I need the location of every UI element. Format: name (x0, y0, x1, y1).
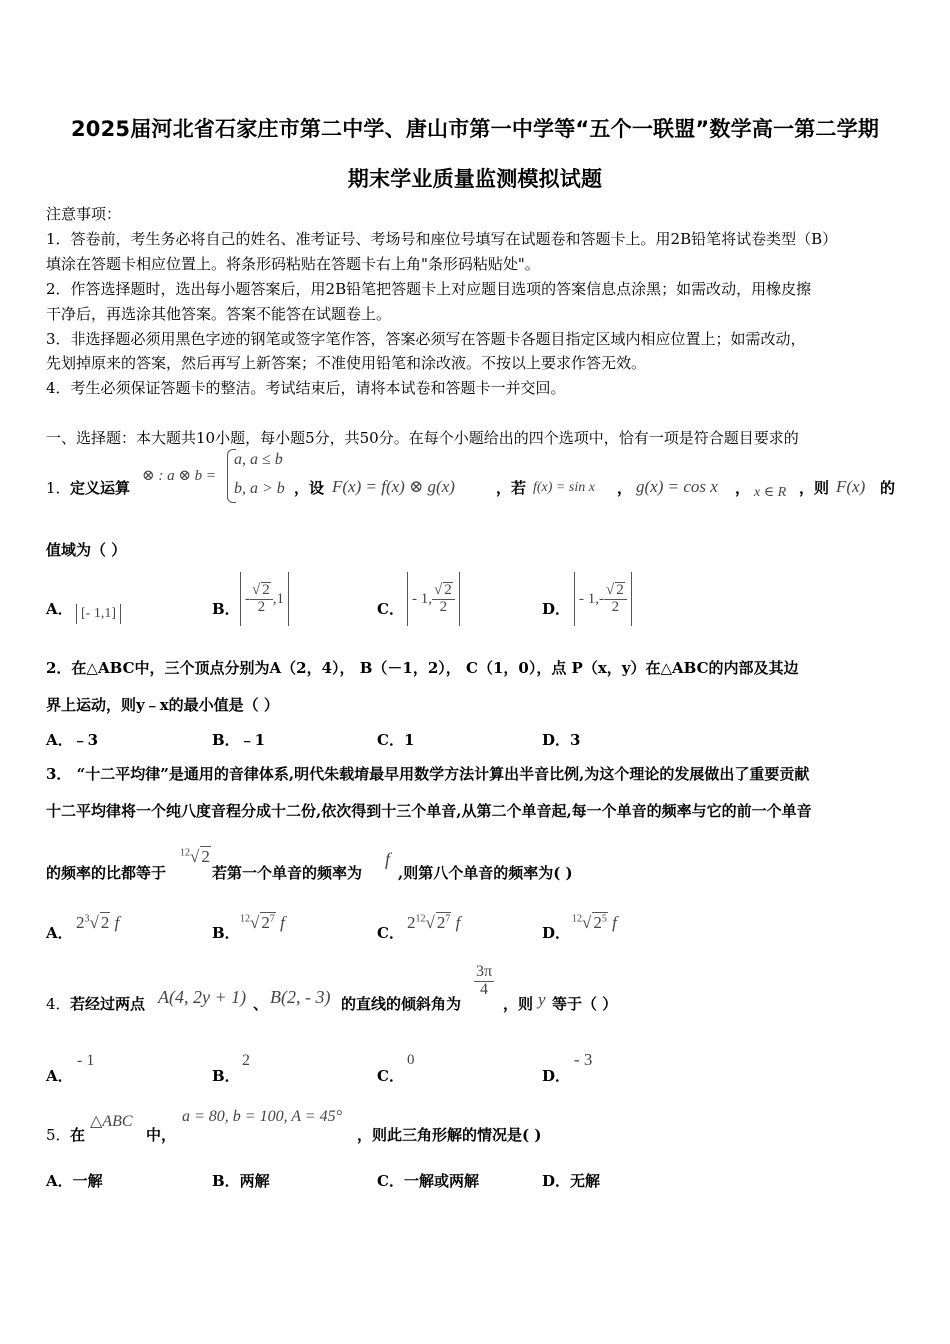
point-a: A(4, 2y + 1) (158, 987, 247, 1007)
option-c[interactable]: $2^{12}√$ $2^7$ f (407, 913, 461, 932)
frequency-symbol: f (114, 913, 120, 932)
option-a-label[interactable]: A． (46, 600, 73, 618)
radicand: 2 (616, 582, 624, 599)
option-b[interactable] (240, 572, 289, 626)
case-one: a, a ≤ b (234, 451, 283, 468)
question-text: 等于（ ） (552, 995, 618, 1013)
question-text: 若第一个单音的频率为 (212, 864, 363, 882)
angle-fraction (474, 964, 494, 999)
interval-start: - 1,- (579, 590, 604, 607)
option-d[interactable]: D．无解 (542, 1172, 601, 1190)
option-c[interactable] (407, 572, 460, 626)
punctuation: 、 (253, 995, 269, 1013)
option-d[interactable] (574, 572, 632, 626)
option-d[interactable]: - 3 (574, 1050, 593, 1069)
option-d-label[interactable]: D． (542, 600, 571, 618)
option-c-label[interactable]: C． (377, 1067, 404, 1085)
question-text: 定义运算 (70, 479, 131, 497)
option-b[interactable]: 2 (242, 1052, 250, 1069)
radicand: 2 (201, 847, 210, 866)
question-text: 在 (70, 1126, 86, 1144)
option-a[interactable]: $2^3√$ 2 f (76, 913, 120, 932)
option-d-label[interactable]: D． (542, 1067, 571, 1085)
option-a[interactable]: A．一解 (46, 1172, 103, 1190)
question-text: 3． “十二平均律”是通用的音律体系,明代朱载堉最早用数学方法计算出半音比例,为这个理论的发展做出了重要贡献 (46, 765, 810, 783)
point-b: B(2, - 3) (270, 987, 331, 1007)
option-b-label[interactable]: B． (212, 1067, 240, 1085)
section-heading: 一、选择题：本大题共10小题，每小题5分，共50分。在每个小题给出的四个选项中，恰有一项是符合题目要求的 (46, 429, 799, 447)
interval-bracket (76, 604, 121, 624)
variable-y: y (538, 990, 546, 1009)
radicand: 2 (262, 582, 270, 599)
ratio-root: $^{12}$√ 2 (180, 847, 210, 866)
radicand: 2 (436, 913, 446, 932)
denominator: 4 (480, 980, 489, 998)
notice-line: 4．考生必须保证答题卡的整洁。考试结束后，请将本试卷和答题卡一并交回。 (46, 379, 566, 397)
frequency-symbol: f (280, 913, 285, 932)
root-index: 12 (240, 913, 250, 925)
radicand: 2 (593, 913, 602, 932)
option-a-label[interactable]: A． (46, 924, 73, 942)
option-c[interactable]: C．1 (377, 731, 415, 749)
option-a[interactable]: A．﹣3 (46, 731, 99, 749)
option-b[interactable]: B．﹣1 (212, 731, 266, 749)
interval-end: ,1 (272, 590, 284, 607)
function-f-formula: f(x) = sin x (533, 480, 595, 495)
interval-value: [- 1,1] (81, 606, 116, 621)
frequency-symbol: f (455, 913, 461, 932)
option-a-label[interactable]: A． (46, 1067, 73, 1085)
frequency-symbol: f (385, 849, 391, 869)
question-text: ,则第八个单音的频率为( ) (398, 864, 573, 882)
root-index: 12 (415, 913, 426, 925)
operation-formula: ⊗ : a ⊗ b = (142, 468, 217, 484)
option-c-label[interactable]: C． (377, 924, 404, 942)
function-g-formula: g(x) = cos x (636, 477, 718, 496)
frequency-symbol: f (612, 913, 617, 932)
question-text: ，则此三角形解的情况是( ) (357, 1126, 542, 1144)
question-text: ，设 (294, 479, 325, 497)
question-number: 4． (46, 995, 71, 1013)
notice-line: 3．非选择题必须用黑色字迹的钢笔或签字笔作答，答案必须写在答题卡各题目指定区域内相应位置上；如需改动， (46, 330, 806, 348)
radicand: 2 (100, 913, 110, 932)
option-b-label[interactable]: B． (212, 924, 240, 942)
question-text: 值域为（ ） (46, 541, 127, 559)
domain-formula: x ∈ R (754, 485, 787, 500)
interval-bracket: - 1, $\frac{√ 2}{2}$ (407, 572, 460, 626)
option-d-label[interactable]: D． (542, 924, 571, 942)
interval-start: - 1, (412, 590, 432, 607)
option-b[interactable]: B．两解 (212, 1172, 270, 1190)
question-number: 1． (46, 479, 71, 497)
notice-line: 干净后，再选涂其他答案。答案不能答在试题卷上。 (46, 305, 392, 323)
punctuation: ， (617, 479, 633, 497)
exponent: 7 (269, 913, 275, 925)
notice-line: 先划掉原来的答案，然后再写上新答案；不准使用铅笔和涂改液。不按以上要求作答无效。 (46, 354, 647, 372)
root-index: 3 (84, 913, 90, 925)
question-text: ，则 (503, 995, 534, 1013)
function-F-formula: F(x) = f(x) ⊗ g(x) (332, 477, 455, 496)
question-text: ，则 (799, 479, 830, 497)
condition-formula: a = 80, b = 100, A = 45° (182, 1108, 342, 1125)
exponent: 7 (445, 913, 451, 925)
interval-bracket: - 1,- $\frac{√ 2}{2}$ (574, 572, 632, 626)
notice-heading: 注意事项： (46, 205, 122, 223)
page-subtitle: 期末学业质量监测模拟试题 (347, 167, 603, 191)
function-F-formula: F(x) (836, 477, 866, 496)
question-text: 2．在△ABC中，三个顶点分别为A（2，4）， B（－1，2）， C（1，0），点 P（x，y）在△ABC的内部及其边 (46, 659, 799, 677)
option-c[interactable]: C．一解或两解 (377, 1172, 479, 1190)
question-text: 的直线的倾斜角为 (341, 995, 462, 1013)
notice-line: 2．作答选择题时，选出每小题答案后，用2B铅笔把答题卡上对应题目选项的答案信息点涂黑；如需改动，用橡皮擦 (46, 280, 812, 298)
option-d[interactable]: $^{12}$√ $2^5$ f (572, 913, 617, 932)
triangle-abc: △ABC (90, 1113, 133, 1130)
question-text: 界上运动，则y﹣x的最小值是（ ） (46, 696, 279, 714)
question-text: 十二平均律将一个纯八度音程分成十二份,依次得到十三个单音,从第二个单音起,每一个单音的频率与它的前一个单音 (46, 802, 812, 820)
numerator: 3π (476, 963, 493, 980)
notice-line: 1．答卷前，考生务必将自己的姓名、准考证号、考场号和座位号填写在试题卷和答题卡上。用2B铅笔将试卷类型（B） (46, 230, 838, 248)
option-b[interactable]: $^{12}$√ $2^7$ f (240, 913, 285, 932)
option-b-label[interactable]: B． (212, 600, 240, 618)
radicand: 2 (261, 913, 270, 932)
notice-line: 填涂在答题卡相应位置上。将条形码粘贴在答题卡右上角"条形码粘贴处"。 (46, 255, 540, 273)
radicand: 2 (444, 582, 452, 599)
coefficient: 2 (76, 913, 85, 932)
option-d[interactable]: D．3 (542, 731, 581, 749)
page-title: 2025届河北省石家庄市第二中学、唐山市第一中学等“五个一联盟”数学高一第二学期 (70, 117, 880, 141)
interval-bracket: - $\frac{√ 2}{2}$ ,1 (240, 572, 289, 626)
root-index: 12 (180, 847, 190, 859)
coefficient: 2 (407, 913, 416, 932)
denominator: 2 (611, 599, 620, 615)
option-a[interactable] (76, 604, 121, 624)
denominator: 2 (257, 599, 266, 615)
question-text: 的 (880, 479, 896, 497)
punctuation: ， (735, 479, 751, 497)
question-text: ，若 (496, 479, 527, 497)
option-a[interactable]: - 1 (77, 1052, 95, 1069)
root-index: 12 (572, 913, 582, 925)
question-text: 若经过两点 (70, 995, 146, 1013)
option-c[interactable]: 0 (407, 1052, 415, 1068)
question-number: 5． (46, 1126, 71, 1144)
option-c-label[interactable]: C． (377, 600, 404, 618)
question-text: 的频率的比都等于 (46, 864, 167, 882)
exponent: 5 (601, 913, 607, 925)
case-two: b, a > b (234, 480, 285, 497)
denominator: 2 (439, 599, 448, 615)
sign: - (245, 590, 250, 607)
question-text: 中， (146, 1126, 177, 1144)
